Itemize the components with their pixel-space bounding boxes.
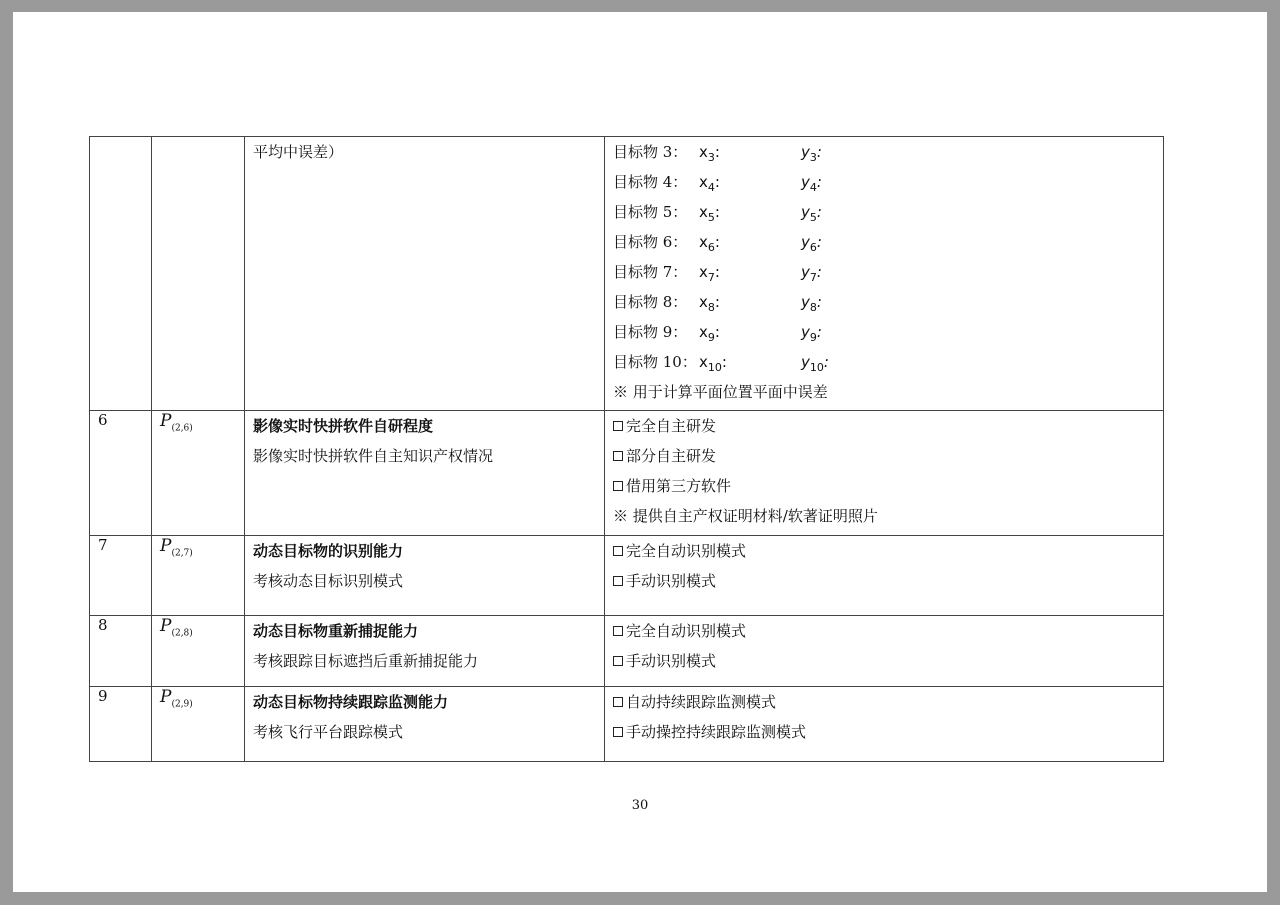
row-number: 9 — [90, 687, 152, 762]
item-title: 动态目标物的识别能力 — [253, 542, 404, 560]
item-title: 动态目标物重新捕捉能力 — [253, 622, 419, 640]
row-number: 7 — [90, 536, 152, 616]
option-checkbox[interactable]: 手动识别模式 — [613, 646, 1155, 676]
cell-no — [90, 137, 152, 411]
item-title: 动态目标物持续跟踪监测能力 — [253, 693, 449, 711]
item-description: 平均中误差） — [253, 143, 344, 161]
cell-item — [245, 411, 605, 536]
cell-item — [245, 536, 605, 616]
note-text: ※ 用于计算平面位置平面中误差 — [613, 383, 828, 401]
cell-item — [245, 616, 605, 687]
cell-targets — [605, 137, 1164, 411]
param-symbol: $P_{(2,7)}$ — [152, 536, 245, 616]
document-page — [13, 12, 1267, 892]
target-row: 目标物 3： $x_3$: $y_3$: — [613, 143, 822, 164]
cell-options — [605, 411, 1164, 536]
target-row: 目标物 5： $x_5$: $y_5$: — [613, 203, 822, 224]
table-row — [90, 687, 1164, 762]
checkbox-icon — [613, 626, 623, 636]
row-number: 8 — [90, 616, 152, 687]
param-symbol: $P_{(2,9)}$ — [152, 687, 245, 762]
option-checkbox[interactable]: 手动操控持续跟踪监测模式 — [613, 717, 1155, 747]
checkbox-icon — [613, 451, 623, 461]
checkbox-icon — [613, 727, 623, 737]
checkbox-icon — [613, 576, 623, 586]
note-text: ※ 提供自主产权证明材料/软著证明照片 — [613, 507, 878, 525]
checkbox-icon — [613, 481, 623, 491]
param-symbol: $P_{(2,8)}$ — [152, 616, 245, 687]
checkbox-icon — [613, 697, 623, 707]
option-checkbox[interactable]: 完全自动识别模式 — [613, 536, 1155, 566]
table-row-continuation — [90, 137, 1164, 411]
cell-param — [152, 137, 245, 411]
page-number: 30 — [631, 798, 649, 813]
item-title: 影像实时快拼软件自研程度 — [253, 417, 434, 435]
target-row: 目标物 6： $x_6$: $y_6$: — [613, 233, 822, 254]
target-row: 目标物 9： $x_9$: $y_9$: — [613, 323, 822, 344]
option-checkbox[interactable]: 手动识别模式 — [613, 566, 1155, 596]
checkbox-icon — [613, 421, 623, 431]
table-row — [90, 411, 1164, 536]
option-checkbox[interactable]: 自动持续跟踪监测模式 — [613, 687, 1155, 717]
param-symbol: $P_{(2,6)}$ — [152, 411, 245, 536]
cell-options — [605, 536, 1164, 616]
target-row: 目标物 8： $x_8$: $y_8$: — [613, 293, 822, 314]
target-row: 目标物 4： $x_4$: $y_4$: — [613, 173, 822, 194]
option-checkbox[interactable]: 借用第三方软件 — [613, 471, 1155, 501]
table-row — [90, 616, 1164, 687]
option-checkbox[interactable]: 完全自动识别模式 — [613, 616, 1155, 646]
evaluation-table — [89, 136, 1164, 762]
cell-options — [605, 687, 1164, 762]
item-description: 考核跟踪目标遮挡后重新捕捉能力 — [253, 652, 479, 670]
item-description: 影像实时快拼软件自主知识产权情况 — [253, 447, 494, 465]
option-checkbox[interactable]: 部分自主研发 — [613, 441, 1155, 471]
cell-item — [245, 137, 605, 411]
item-description: 考核动态目标识别模式 — [253, 572, 404, 590]
option-checkbox[interactable]: 完全自主研发 — [613, 411, 1155, 441]
checkbox-icon — [613, 546, 623, 556]
target-row: 目标物 10： $x_{10}$: $y_{10}$: — [613, 353, 829, 374]
item-description: 考核飞行平台跟踪模式 — [253, 723, 404, 741]
cell-item — [245, 687, 605, 762]
target-row: 目标物 7： $x_7$: $y_7$: — [613, 263, 822, 284]
checkbox-icon — [613, 656, 623, 666]
row-number: 6 — [90, 411, 152, 536]
cell-options — [605, 616, 1164, 687]
table-row — [90, 536, 1164, 616]
